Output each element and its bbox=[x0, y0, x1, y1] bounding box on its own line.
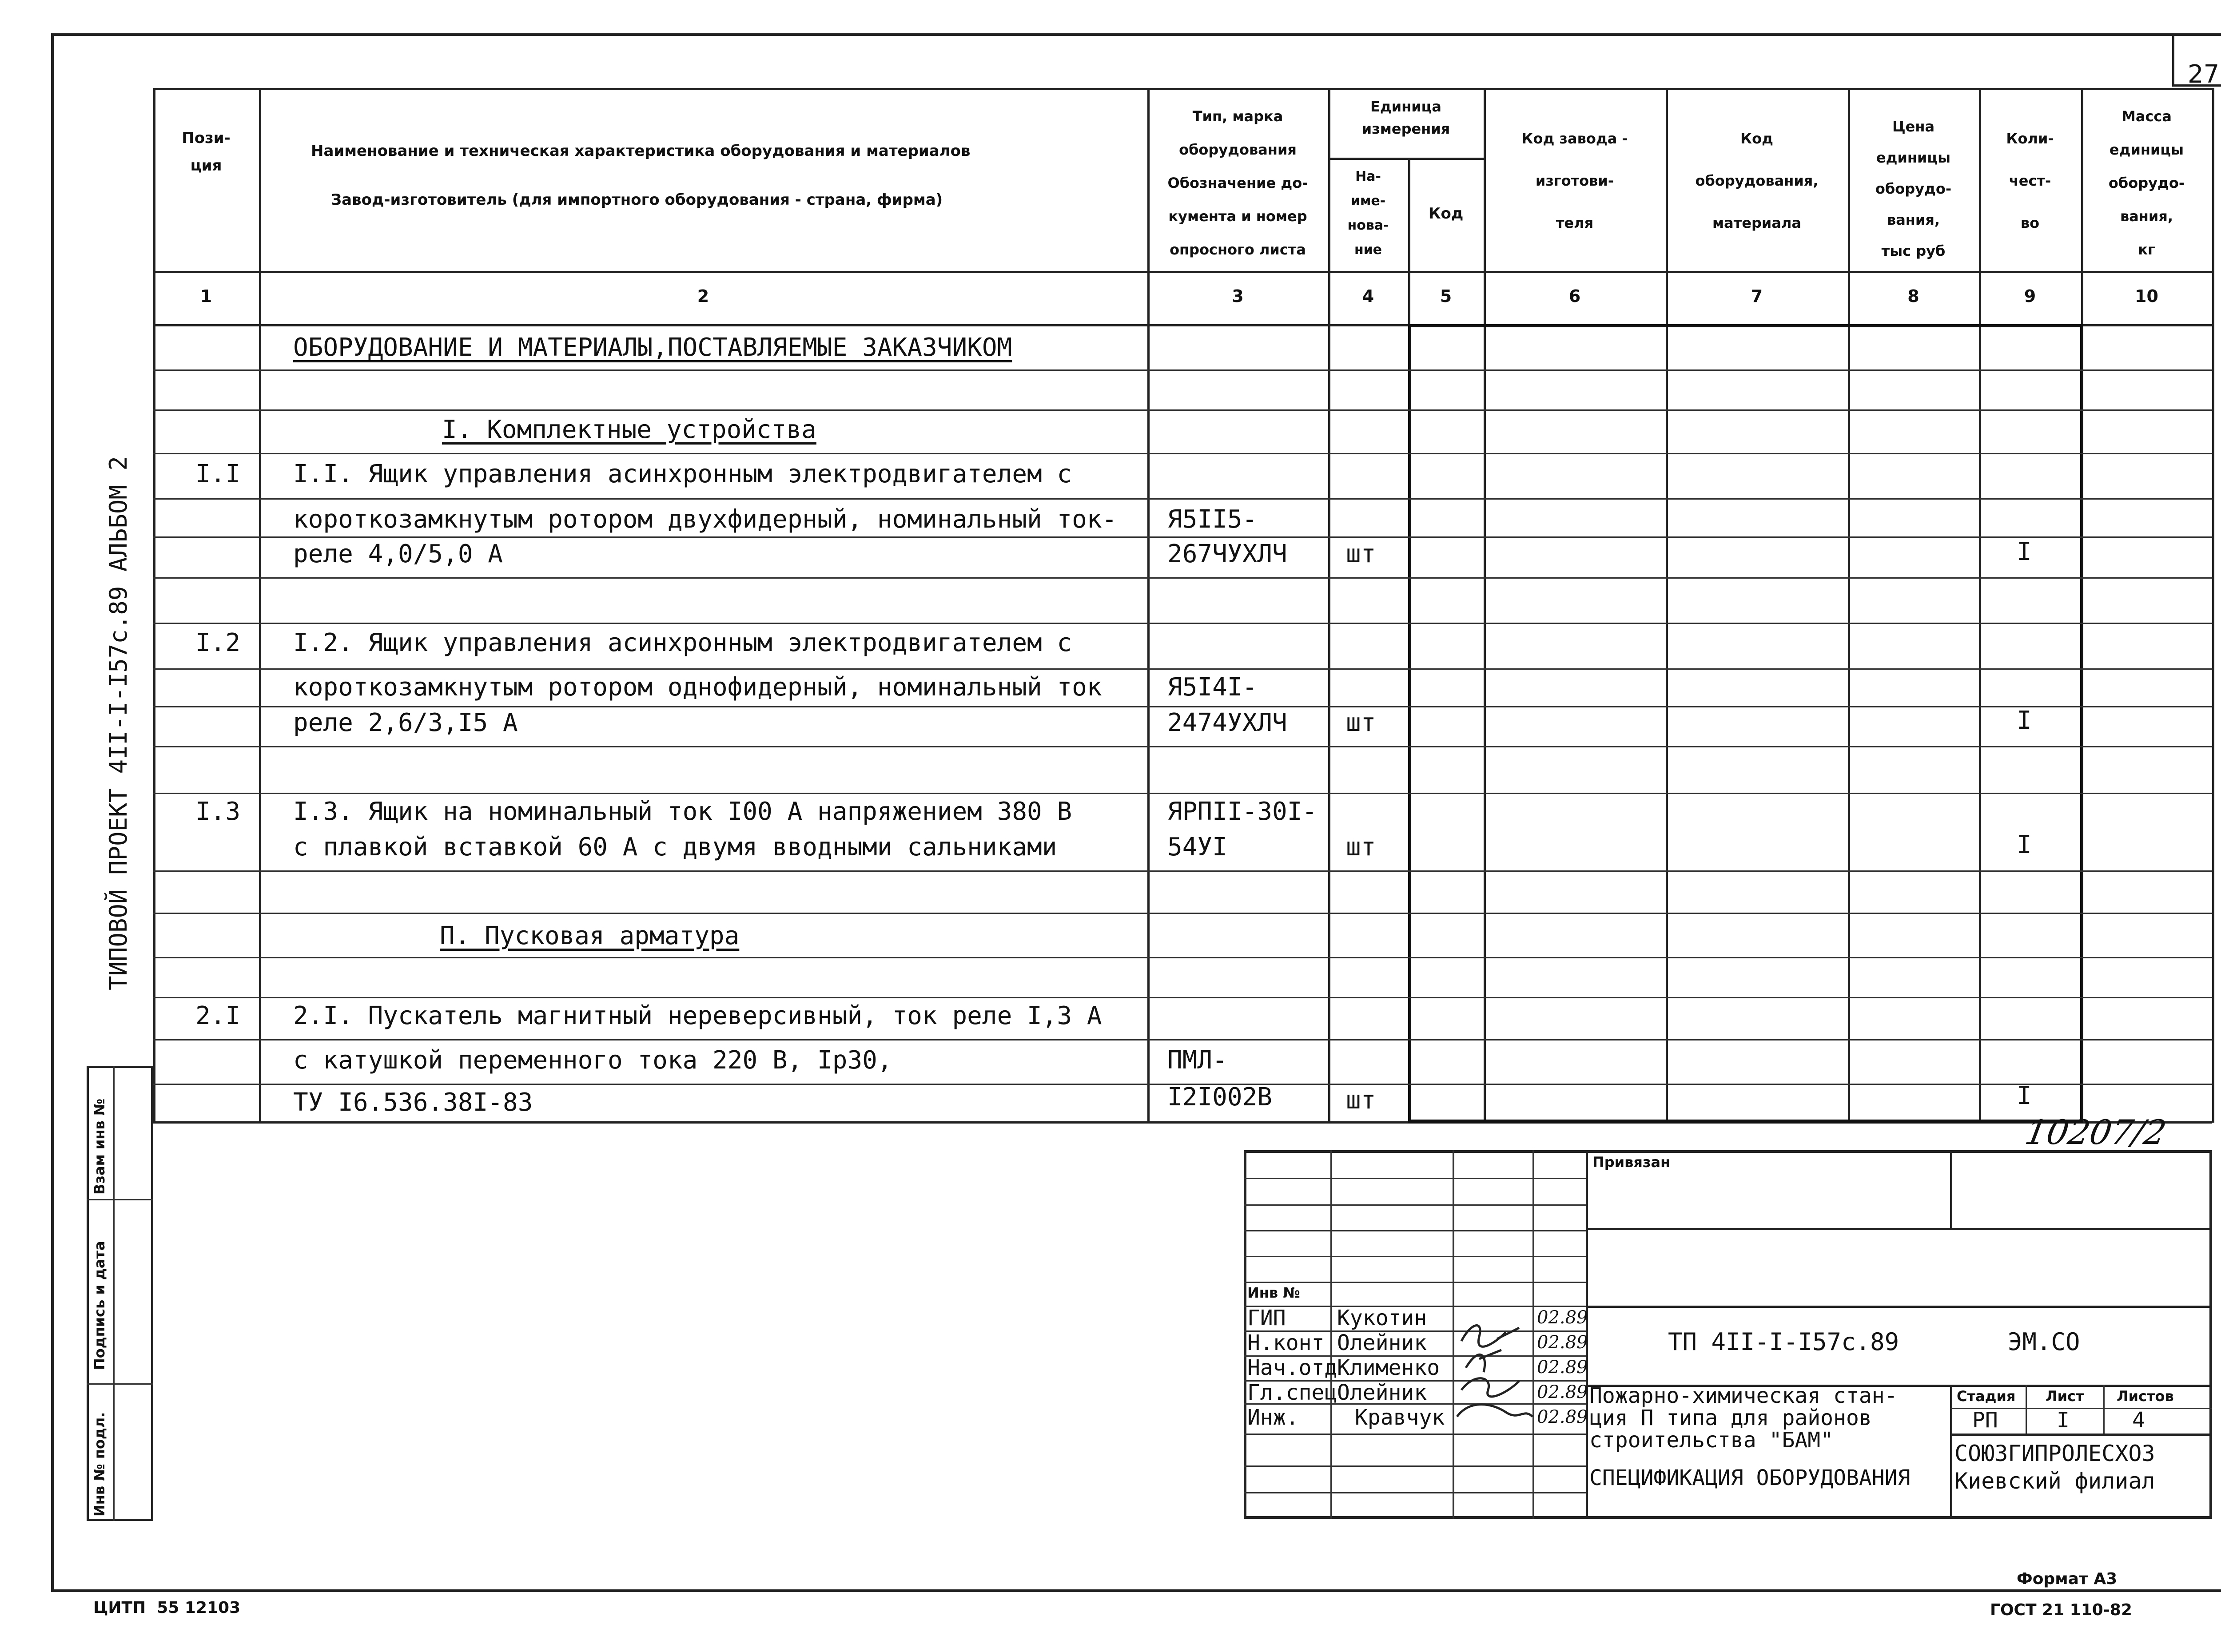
staff-name: Кравчук bbox=[1355, 1405, 1445, 1430]
staff-date: 02.89 bbox=[1537, 1382, 1588, 1402]
header-unit: Единица измерения bbox=[1361, 98, 1450, 137]
item-desc-line: I.3. Ящик на номинальный ток I00 А напряжением 380 В bbox=[293, 797, 1072, 826]
staff-role: Гл.спец bbox=[1247, 1380, 1337, 1405]
item-desc-line: короткозамкнутым ротором однофидерный, номинальный ток bbox=[293, 673, 1102, 702]
stage-value: РП bbox=[1972, 1408, 1998, 1433]
header-manufacturer: Завод-изготовитель (для импортного оборудования - страна, фирма) bbox=[331, 191, 943, 209]
item-desc-line: реле 4,0/5,0 А bbox=[293, 540, 503, 568]
staff-role: Инж. bbox=[1247, 1405, 1299, 1430]
staff-date: 02.89 bbox=[1537, 1332, 1588, 1353]
privyazan-label: Привязан bbox=[1592, 1154, 1671, 1171]
item-type-line: I2I002В bbox=[1167, 1083, 1273, 1112]
stamp-inv-podl: Инв № подл. bbox=[91, 1412, 108, 1517]
col-number: 9 bbox=[2024, 286, 2036, 306]
staff-date: 02.89 bbox=[1537, 1357, 1588, 1378]
archive-number: 10207/2 bbox=[2022, 1112, 2169, 1152]
staff-role: Нач.отд bbox=[1247, 1355, 1337, 1380]
section-title: ОБОРУДОВАНИЕ И МАТЕРИАЛЫ,ПОСТАВЛЯЕМЫЕ ЗАКАЗЧИКОМ bbox=[293, 333, 1012, 362]
stamp-vzam: Взам инв № bbox=[91, 1098, 108, 1195]
item-quantity: I bbox=[2017, 706, 2032, 735]
item-unit: шт bbox=[1346, 708, 1376, 737]
sheet-label: Лист bbox=[2046, 1388, 2084, 1405]
item-type-line: Я5II5- bbox=[1167, 505, 1258, 534]
item-type-line: 2474УХЛЧ bbox=[1167, 708, 1287, 737]
item-position: I.3 bbox=[195, 797, 241, 826]
staff-role: ГИП bbox=[1247, 1306, 1286, 1330]
item-type-line: ЯРПII-30I- bbox=[1167, 797, 1317, 826]
corner-number: 27 bbox=[2188, 60, 2220, 89]
item-unit: шт bbox=[1346, 1086, 1376, 1115]
col-number: 2 bbox=[697, 286, 709, 306]
item-position: I.2 bbox=[195, 628, 241, 657]
item-desc-line: с плавкой вставкой 60 А с двумя вводными сальниками bbox=[293, 833, 1057, 862]
header-plant-code: Код завода - изготови- теля bbox=[1521, 130, 1628, 231]
header-name: Наименование и техническая характеристика оборудования и материалов bbox=[311, 142, 971, 160]
item-position: 2.I bbox=[195, 1001, 241, 1030]
header-unit-code: Код bbox=[1428, 205, 1464, 222]
sheets-value: 4 bbox=[2132, 1408, 2145, 1433]
stage-label: Стадия bbox=[1957, 1388, 2016, 1405]
group-title-2: П. Пусковая арматура bbox=[440, 921, 740, 950]
item-type-line: 267ЧУХЛЧ bbox=[1167, 540, 1287, 568]
col-number: 6 bbox=[1568, 286, 1581, 306]
item-quantity: I bbox=[2017, 1081, 2032, 1110]
item-desc-line: I.2. Ящик управления асинхронным электродвигателем с bbox=[293, 628, 1072, 657]
item-desc-line: I.I. Ящик управления асинхронным электродвигателем с bbox=[293, 460, 1072, 488]
col-number: 8 bbox=[1907, 286, 1919, 306]
sheet-value: I bbox=[2057, 1408, 2070, 1433]
header-quantity: Коли- чест- во bbox=[2006, 130, 2054, 231]
col-number: 10 bbox=[2135, 286, 2158, 306]
item-quantity: I bbox=[2017, 537, 2032, 566]
col-number: 5 bbox=[1440, 286, 1452, 306]
item-type-line: Я5I4I- bbox=[1167, 673, 1258, 702]
staff-name: Кукотин bbox=[1337, 1306, 1427, 1330]
staff-name: Олейник bbox=[1337, 1380, 1427, 1405]
doc-mark: ЭМ.СО bbox=[2008, 1328, 2080, 1356]
gost-standard: ГОСТ 21 110-82 bbox=[1990, 1601, 2132, 1619]
signatures-drawing bbox=[1453, 1306, 1537, 1430]
object-name: Пожарно-химическая стан- ция П типа для районов строительства "БАМ" bbox=[1589, 1383, 1898, 1453]
col-number: 4 bbox=[1362, 286, 1374, 306]
inv-no-label: Инв № bbox=[1247, 1284, 1300, 1301]
header-position: Пози- ция bbox=[182, 129, 231, 175]
item-quantity: I bbox=[2017, 830, 2032, 859]
format-label: Формат А3 bbox=[2017, 1570, 2118, 1588]
vertical-project-title: ТИПОВОЙ ПРОЕКТ 4II-I-I57с.89 АЛЬБОМ 2 bbox=[104, 456, 132, 990]
col-number: 7 bbox=[1751, 286, 1763, 306]
staff-name: Клименко bbox=[1337, 1355, 1440, 1380]
item-desc-line: реле 2,6/3,I5 А bbox=[293, 708, 518, 737]
item-desc-line: с катушкой переменного тока 220 В, Iр30, bbox=[293, 1046, 892, 1075]
header-equipment-code: Код оборудования, материала bbox=[1695, 130, 1819, 231]
header-type: Тип, марка оборудования Обозначение до- кумента и номер опросного листа bbox=[1167, 108, 1308, 258]
item-desc-line: 2.I. Пускатель магнитный нереверсивный, ток реле I,3 А bbox=[293, 1001, 1102, 1030]
staff-date: 02.89 bbox=[1537, 1307, 1588, 1328]
stamp-signature: Подпись и дата bbox=[91, 1241, 108, 1370]
doc-code: ТП 4II-I-I57с.89 bbox=[1668, 1328, 1899, 1356]
item-desc-line: ТУ I6.536.38I-83 bbox=[293, 1088, 533, 1117]
header-price: Цена единицы оборудо- вания, тыс руб bbox=[1875, 118, 1952, 259]
staff-role: Н.конт bbox=[1247, 1330, 1325, 1355]
item-desc-line: короткозамкнутым ротором двухфидерный, номинальный ток- bbox=[293, 505, 1117, 534]
group-title-1: I. Комплектные устройства bbox=[442, 415, 816, 444]
document-title: СПЕЦИФИКАЦИЯ ОБОРУДОВАНИЯ bbox=[1589, 1465, 1911, 1490]
header-unit-name: На- име- нова- ние bbox=[1347, 169, 1389, 258]
sheets-label: Листов bbox=[2117, 1388, 2174, 1405]
staff-date: 02.89 bbox=[1537, 1407, 1588, 1427]
item-position: I.I bbox=[195, 460, 241, 488]
item-unit: шт bbox=[1346, 540, 1376, 568]
cipt-code: ЦИТП 55 12103 bbox=[93, 1599, 241, 1617]
organization: СОЮЗГИПРОЛЕСХОЗ Киевский филиал bbox=[1954, 1441, 2155, 1494]
item-type-line: ПМЛ- bbox=[1167, 1046, 1227, 1075]
col-number: 3 bbox=[1232, 286, 1244, 306]
header-mass: Масса единицы оборудо- вания, кг bbox=[2108, 108, 2185, 258]
item-unit: шт bbox=[1346, 833, 1376, 862]
col-number: 1 bbox=[200, 286, 212, 306]
staff-name: Олейник bbox=[1337, 1330, 1427, 1355]
item-type-line: 54УI bbox=[1167, 833, 1227, 862]
